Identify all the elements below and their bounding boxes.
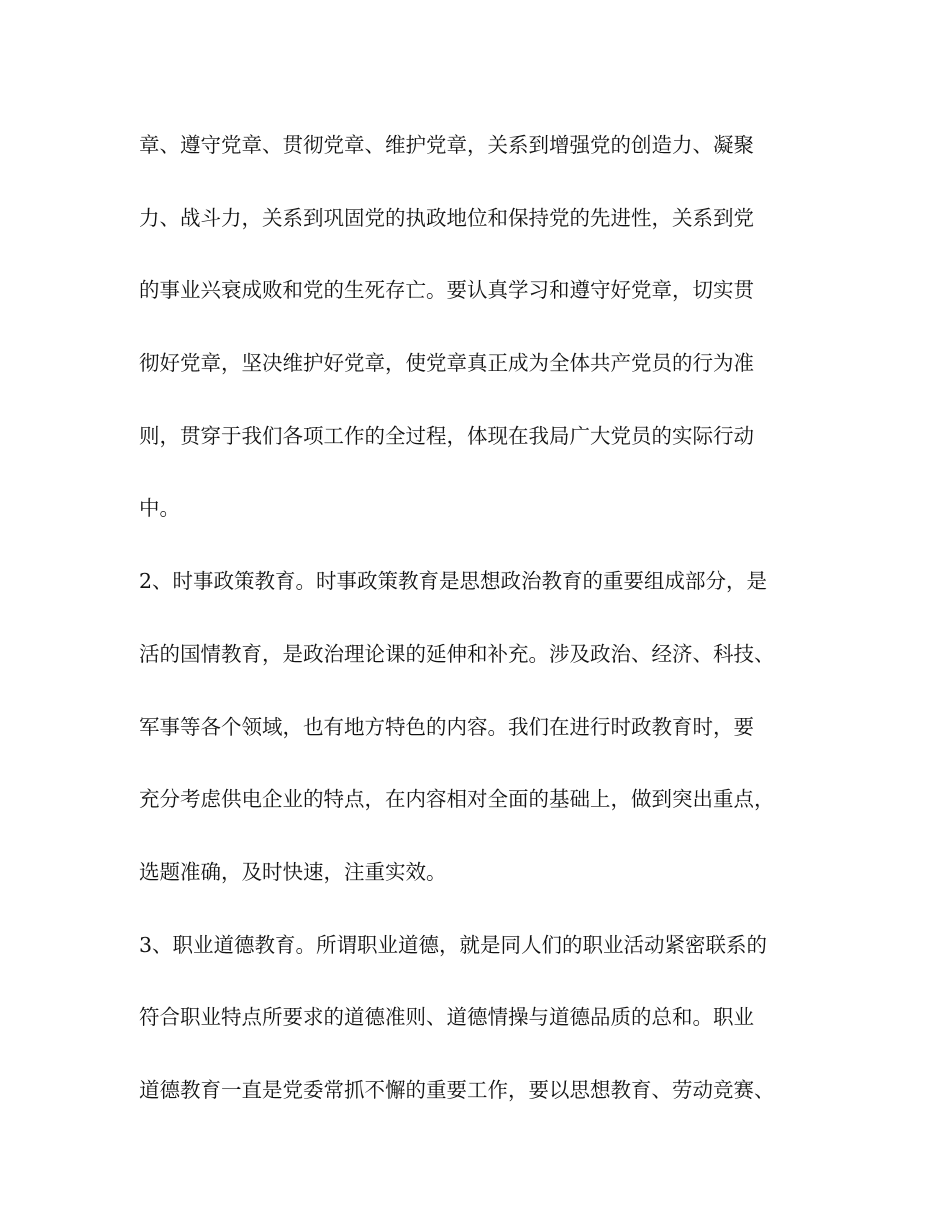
body-text <box>139 123 819 1141</box>
text-line: 的事业兴衰成败和党的生死存亡。要认真学习和遵守好党章，切实贯 <box>139 278 754 303</box>
text-line: 章、遵守党章、贯彻党章、维护党章，关系到增强党的创造力、凝聚 <box>139 133 754 157</box>
text-line: 选题准确，及时快速，注重实效。 <box>139 859 447 884</box>
text-line: 活的国情教育，是政治理论课的延伸和补充。涉及政治、经济、科技、 <box>139 641 775 666</box>
text-line: 符合职业特点所要求的道德准则、道德情操与道德品质的总和。职业 <box>139 1005 754 1030</box>
text-line: 力、战斗力，关系到巩固党的执政地位和保持党的先进性，关系到党 <box>139 205 754 230</box>
text-line: 3、职业道德教育。所谓职业道德，就是同人们的职业活动紧密联系的 <box>139 932 768 957</box>
text-line: 充分考虑供电企业的特点，在内容相对全面的基础上，做到突出重点， <box>139 787 775 812</box>
text-line: 2、时事政策教育。时事政策教育是思想政治教育的重要组成部分，是 <box>139 569 768 594</box>
text-line: 彻好党章，坚决维护好党章，使党章真正成为全体共产党员的行为准 <box>139 351 754 376</box>
text-line: 道德教育一直是党委常抓不懈的重要工作，要以思想教育、劳动竞赛、 <box>139 1077 775 1102</box>
text-line: 中。 <box>139 496 180 521</box>
text-line: 则，贯穿于我们各项工作的全过程，体现在我局广大党员的实际行动 <box>139 423 754 448</box>
text-line: 军事等各个领域，也有地方特色的内容。我们在进行时政教育时，要 <box>139 714 754 739</box>
